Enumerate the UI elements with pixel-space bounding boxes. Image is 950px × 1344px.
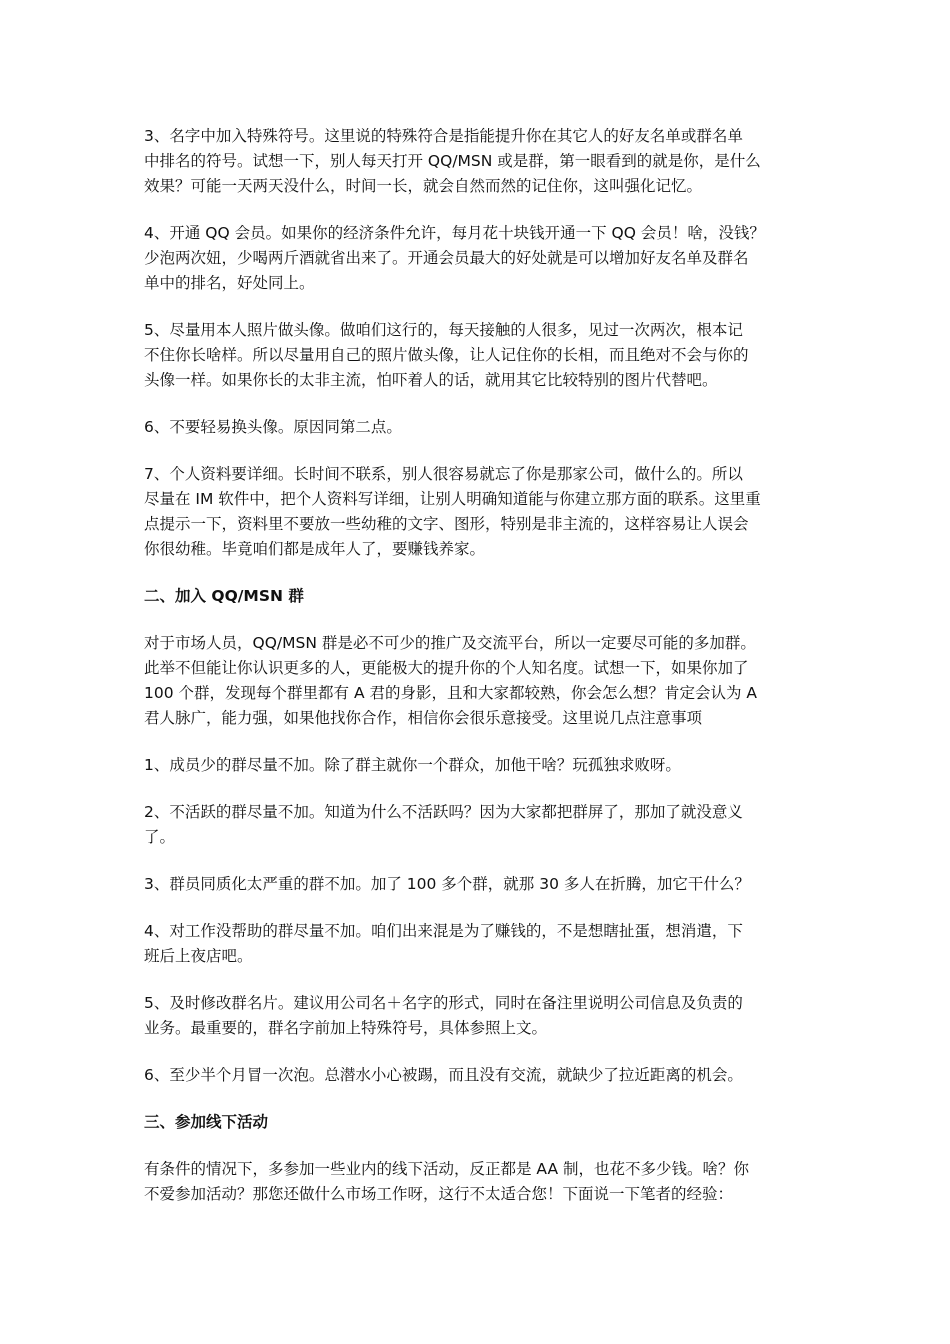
paragraph-line: 1、成员少的群尽量不加。除了群主就你一个群众，加他干啥？玩孤独求败呀。 [144, 756, 681, 774]
paragraph-line: 了。 [144, 828, 176, 846]
paragraph-line: 你很幼稚。毕竟咱们都是成年人了，要赚钱养家。 [144, 540, 486, 558]
paragraph-line: 对于市场人员，QQ/MSN 群是必不可少的推广及交流平台，所以一定要尽可能的多加群。 [144, 634, 756, 652]
paragraph [144, 221, 808, 296]
paragraph [144, 415, 808, 440]
paragraph [144, 1157, 808, 1207]
paragraph-line: 不住你长啥样。所以尽量用自己的照片做头像，让人记住你的长相，而且绝对不会与你的 [144, 346, 749, 364]
paragraph [144, 919, 808, 969]
paragraph-line: 100 个群，发现每个群里都有 A 君的身影，且和大家都较熟，你会怎么想？肯定会认为 A [144, 684, 758, 702]
paragraph [144, 872, 808, 897]
paragraph-line: 5、尽量用本人照片做头像。做咱们这行的，每天接触的人很多，见过一次两次，根本记 [144, 321, 743, 339]
paragraph-line: 6、至少半个月冒一次泡。总潜水小心被踢，而且没有交流，就缺少了拉近距离的机会。 [144, 1066, 743, 1084]
paragraph-line: 君人脉广，能力强，如果他找你合作，相信你会很乐意接受。这里说几点注意事项 [144, 709, 703, 727]
paragraph-line: 2、不活跃的群尽量不加。知道为什么不活跃吗？因为大家都把群屏了，那加了就没意义 [144, 803, 743, 821]
paragraph-line: 业务。最重要的，群名字前加上特殊符号，具体参照上文。 [144, 1019, 548, 1037]
paragraph-line: 5、及时修改群名片。建议用公司名＋名字的形式，同时在备注里说明公司信息及负责的 [144, 994, 743, 1012]
paragraph-line: 此举不但能让你认识更多的人，更能极大的提升你的个人知名度。试想一下，如果你加了 [144, 659, 749, 677]
paragraph-line: 少泡两次妞，少喝两斤酒就省出来了。开通会员最大的好处就是可以增加好友名单及群名 [144, 249, 749, 267]
paragraph-line: 点提示一下，资料里不要放一些幼稚的文字、图形，特别是非主流的，这样容易让人误会 [144, 515, 749, 533]
section-heading: 二、加入 QQ/MSN 群 [144, 587, 304, 605]
document-body [144, 124, 808, 1229]
paragraph-line: 头像一样。如果你长的太非主流，怕吓着人的话，就用其它比较特别的图片代替吧。 [144, 371, 718, 389]
paragraph-line: 单中的排名，好处同上。 [144, 274, 315, 292]
paragraph-line: 7、个人资料要详细。长时间不联系，别人很容易就忘了你是那家公司，做什么的。所以 [144, 465, 743, 483]
paragraph-line: 有条件的情况下，多参加一些业内的线下活动，反正都是 AA 制，也花不多少钱。啥？你 [144, 1160, 749, 1178]
paragraph-line: 3、群员同质化太严重的群不加。加了 100 多个群，就那 30 多人在折腾，加它干什么？ [144, 875, 750, 893]
paragraph-line: 效果？可能一天两天没什么，时间一长，就会自然而然的记住你，这叫强化记忆。 [144, 177, 703, 195]
paragraph [144, 800, 808, 850]
paragraph-line: 中排名的符号。试想一下，别人每天打开 QQ/MSN 或是群，第一眼看到的就是你，是什么 [144, 152, 761, 170]
paragraph-line: 4、对工作没帮助的群尽量不加。咱们出来混是为了赚钱的，不是想瞎扯蛋，想消遣，下 [144, 922, 743, 940]
paragraph [144, 991, 808, 1041]
section-heading: 三、参加线下活动 [144, 1113, 269, 1131]
paragraph [144, 462, 808, 562]
paragraph-line: 班后上夜店吧。 [144, 947, 253, 965]
paragraph [144, 753, 808, 778]
paragraph-line: 尽量在 IM 软件中，把个人资料写详细，让别人明确知道能与你建立那方面的联系。这里重 [144, 490, 761, 508]
paragraph-line: 4、开通 QQ 会员。如果你的经济条件允许，每月花十块钱开通一下 QQ 会员！啥，没钱？ [144, 224, 765, 242]
paragraph-line: 3、名字中加入特殊符号。这里说的特殊符合是指能提升你在其它人的好友名单或群名单 [144, 127, 743, 145]
paragraph-line: 6、不要轻易换头像。原因同第二点。 [144, 418, 402, 436]
paragraph [144, 631, 808, 731]
paragraph [144, 1063, 808, 1088]
paragraph [144, 318, 808, 393]
paragraph-line: 不爱参加活动？那您还做什么市场工作呀，这行不太适合您！下面说一下笔者的经验： [144, 1185, 734, 1203]
paragraph [144, 124, 808, 199]
